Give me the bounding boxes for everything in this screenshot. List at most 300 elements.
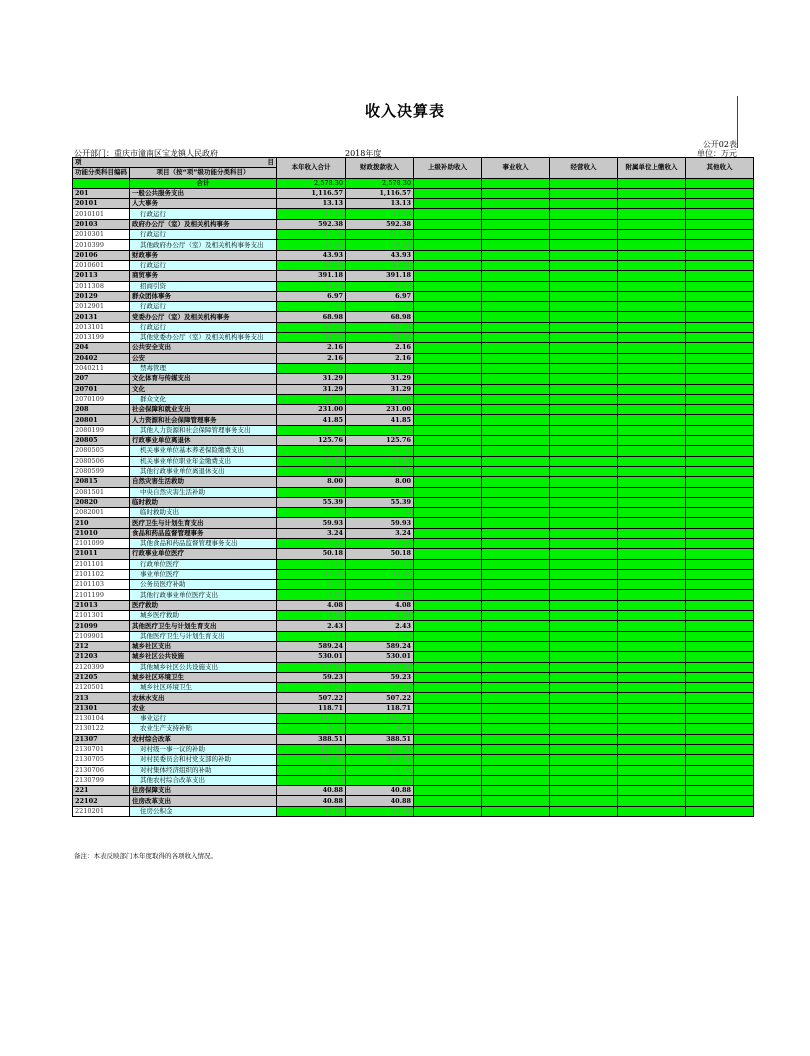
row-empty-cell — [414, 744, 482, 754]
table-row — [73, 199, 754, 209]
table-row — [73, 466, 754, 476]
row-name: 党委办公厅（室）及相关机构事务 — [130, 312, 277, 322]
row-empty-cell — [618, 291, 686, 301]
table-row — [73, 569, 754, 579]
row-total-income: 592.38 — [277, 219, 346, 229]
row-code: 20801 — [73, 415, 130, 425]
row-total-income: 25.13 — [277, 456, 346, 466]
row-empty-cell — [618, 343, 686, 353]
row-code: 221 — [73, 786, 130, 796]
row-code: 20103 — [73, 219, 130, 229]
row-empty-cell — [482, 446, 550, 456]
row-empty-cell — [482, 281, 550, 291]
row-empty-cell — [618, 477, 686, 487]
row-code: 21203 — [73, 652, 130, 662]
row-name: 商贸事务 — [130, 271, 277, 281]
row-empty-cell — [618, 497, 686, 507]
table-row — [73, 806, 754, 816]
row-empty-cell — [482, 652, 550, 662]
row-name: 行政运行 — [130, 302, 277, 312]
table-row — [73, 219, 754, 229]
table-row — [73, 580, 754, 590]
table-row — [73, 230, 754, 240]
row-fiscal-income: 59.23 — [346, 683, 414, 693]
row-fiscal-income: 2.16 — [346, 363, 414, 373]
row-code: 2210201 — [73, 806, 130, 816]
row-empty-cell — [618, 240, 686, 250]
row-total-income: 59.23 — [277, 683, 346, 693]
row-code: 2010101 — [73, 209, 130, 219]
row-name: 住房改革支出 — [130, 796, 277, 806]
row-empty-cell — [686, 796, 754, 806]
row-code: 2040211 — [73, 363, 130, 373]
row-empty-cell — [686, 683, 754, 693]
row-name: 文化 — [130, 384, 277, 394]
row-fiscal-income: 25.13 — [346, 456, 414, 466]
table-row — [73, 425, 754, 435]
row-name: 其他医疗卫生与计划生育支出 — [130, 631, 277, 641]
row-empty-cell — [618, 683, 686, 693]
row-fiscal-income: 1,116.57 — [346, 188, 414, 198]
row-name: 行政运行 — [130, 209, 277, 219]
row-total-income: 31.29 — [277, 394, 346, 404]
row-empty-cell — [686, 271, 754, 281]
row-fiscal-income: 2.43 — [346, 621, 414, 631]
table-row — [73, 528, 754, 538]
row-total-income: 8.00 — [277, 477, 346, 487]
row-fiscal-income: 2.43 — [346, 631, 414, 641]
row-name: 中央自然灾害生活补助 — [130, 487, 277, 497]
row-empty-cell — [618, 487, 686, 497]
row-empty-cell — [414, 353, 482, 363]
row-empty-cell — [686, 806, 754, 816]
row-empty-cell — [618, 631, 686, 641]
row-code: 2130799 — [73, 775, 130, 785]
row-empty-cell — [686, 322, 754, 332]
row-total-income: 37.82 — [277, 466, 346, 476]
row-fiscal-income: 37.82 — [346, 466, 414, 476]
row-empty-cell — [618, 312, 686, 322]
row-empty-cell — [482, 549, 550, 559]
row-empty-cell — [618, 405, 686, 415]
row-empty-cell — [618, 786, 686, 796]
row-empty-cell — [550, 260, 618, 270]
table-row — [73, 374, 754, 384]
row-empty-cell — [550, 672, 618, 682]
row-name: 群众团体事务 — [130, 291, 277, 301]
row-empty-cell — [414, 549, 482, 559]
table-row — [73, 590, 754, 600]
row-empty-cell — [482, 302, 550, 312]
row-empty-cell — [414, 518, 482, 528]
row-empty-cell — [482, 590, 550, 600]
row-empty-cell — [550, 353, 618, 363]
row-fiscal-income: 2.16 — [346, 343, 414, 353]
row-empty-cell — [686, 425, 754, 435]
row-name: 事业单位医疗 — [130, 569, 277, 579]
row-empty-cell — [686, 662, 754, 672]
row-code: 201 — [73, 188, 130, 198]
row-code: 204 — [73, 343, 130, 353]
row-fiscal-income: 118.71 — [346, 703, 414, 713]
row-empty-cell — [414, 363, 482, 373]
row-fiscal-income: 25.15 — [346, 559, 414, 569]
row-code: 21010 — [73, 528, 130, 538]
row-fiscal-income: 7.75 — [346, 590, 414, 600]
row-total-income: 4.08 — [277, 600, 346, 610]
row-empty-cell — [550, 250, 618, 260]
row-empty-cell — [550, 487, 618, 497]
row-name: 其他农村综合改革支出 — [130, 775, 277, 785]
row-total-income: 79.32 — [277, 240, 346, 250]
row-empty-cell — [686, 487, 754, 497]
row-empty-cell — [686, 199, 754, 209]
row-total-income: 2.43 — [277, 631, 346, 641]
row-empty-cell — [414, 281, 482, 291]
row-empty-cell — [414, 219, 482, 229]
row-code: 2101101 — [73, 559, 130, 569]
row-total-income: 50.18 — [277, 549, 346, 559]
row-empty-cell — [618, 528, 686, 538]
row-empty-cell — [550, 693, 618, 703]
row-empty-cell — [618, 199, 686, 209]
row-empty-cell — [550, 425, 618, 435]
code-col-header: 功能分类科目编码 — [73, 168, 130, 178]
row-empty-cell — [686, 312, 754, 322]
row-empty-cell — [618, 724, 686, 734]
row-code: 2101199 — [73, 590, 130, 600]
row-empty-cell — [618, 765, 686, 775]
row-total-income: 2.16 — [277, 343, 346, 353]
row-total-income: 2.16 — [277, 363, 346, 373]
row-empty-cell — [550, 219, 618, 229]
row-name: 行政单位医疗 — [130, 559, 277, 569]
row-total-income: 7.75 — [277, 590, 346, 600]
row-empty-cell — [414, 405, 482, 415]
row-empty-cell — [686, 384, 754, 394]
row-empty-cell — [618, 672, 686, 682]
row-empty-cell — [482, 209, 550, 219]
row-empty-cell — [618, 734, 686, 744]
row-total-income: 117.71 — [277, 714, 346, 724]
row-empty-cell — [482, 714, 550, 724]
row-code: 20101 — [73, 199, 130, 209]
row-name: 其他政府办公厅（室）及相关机构事务支出 — [130, 240, 277, 250]
row-empty-cell — [618, 188, 686, 198]
row-name: 行政运行 — [130, 260, 277, 270]
row-total-income: 507.22 — [277, 693, 346, 703]
row-empty-cell — [550, 683, 618, 693]
row-total-income: 231.00 — [277, 405, 346, 415]
row-empty-cell — [414, 384, 482, 394]
table-row — [73, 497, 754, 507]
row-empty-cell — [686, 219, 754, 229]
table-row — [73, 415, 754, 425]
row-code: 2013101 — [73, 322, 130, 332]
row-empty-cell — [550, 302, 618, 312]
row-empty-cell — [618, 209, 686, 219]
table-row — [73, 405, 754, 415]
row-empty-cell — [686, 363, 754, 373]
row-empty-cell — [550, 703, 618, 713]
row-empty-cell — [618, 744, 686, 754]
row-fiscal-income: 62.82 — [346, 446, 414, 456]
row-empty-cell — [686, 477, 754, 487]
row-empty-cell — [618, 518, 686, 528]
row-empty-cell — [482, 662, 550, 672]
footnote: 备注：本表反映部门本年度取得的各项收入情况。 — [74, 852, 217, 860]
row-fiscal-income: 8.00 — [346, 487, 414, 497]
row-total-income: 41.85 — [277, 415, 346, 425]
row-code: 21301 — [73, 703, 130, 713]
row-empty-cell — [482, 724, 550, 734]
row-empty-cell — [686, 538, 754, 548]
row-name: 一般公共服务支出 — [130, 188, 277, 198]
row-empty-cell — [550, 312, 618, 322]
table-row — [73, 209, 754, 219]
row-empty-cell — [686, 343, 754, 353]
row-empty-cell — [686, 611, 754, 621]
table-row — [73, 775, 754, 785]
row-code: 2120501 — [73, 683, 130, 693]
row-code: 2130701 — [73, 744, 130, 754]
row-total-income: 59.93 — [277, 518, 346, 528]
row-total-income: 31.29 — [277, 384, 346, 394]
table-row — [73, 250, 754, 260]
table-row — [73, 683, 754, 693]
row-empty-cell — [550, 580, 618, 590]
table-row — [73, 281, 754, 291]
row-fiscal-income: 59.23 — [346, 672, 414, 682]
row-fiscal-income: 391.18 — [346, 281, 414, 291]
row-empty-cell — [618, 446, 686, 456]
col-header-0: 本年收入合计 — [277, 158, 346, 179]
row-fiscal-income: 31.29 — [346, 394, 414, 404]
row-empty-cell — [550, 796, 618, 806]
row-empty-cell — [618, 703, 686, 713]
row-empty-cell — [618, 580, 686, 590]
row-empty-cell — [482, 703, 550, 713]
row-total-income: 59.23 — [277, 672, 346, 682]
row-fiscal-income: 8.00 — [346, 477, 414, 487]
row-empty-cell — [686, 569, 754, 579]
row-empty-cell — [686, 291, 754, 301]
row-total-income: 4.32 — [277, 580, 346, 590]
row-empty-cell — [482, 477, 550, 487]
row-code: 21307 — [73, 734, 130, 744]
row-empty-cell — [550, 333, 618, 343]
row-empty-cell — [482, 744, 550, 754]
row-empty-cell — [414, 466, 482, 476]
table-row — [73, 600, 754, 610]
row-fiscal-income: 6.97 — [346, 291, 414, 301]
row-empty-cell — [550, 806, 618, 816]
row-name: 社会保障和就业支出 — [130, 405, 277, 415]
row-empty-cell — [414, 394, 482, 404]
row-empty-cell — [414, 538, 482, 548]
row-empty-cell — [482, 394, 550, 404]
row-empty-cell — [618, 219, 686, 229]
row-empty-cell — [550, 528, 618, 538]
row-empty-cell — [686, 230, 754, 240]
row-fiscal-income: 55.39 — [346, 508, 414, 518]
header-row-1 — [73, 158, 754, 168]
row-empty-cell — [482, 312, 550, 322]
row-empty-cell — [550, 714, 618, 724]
row-empty-cell — [414, 209, 482, 219]
row-total-income: 8.00 — [277, 487, 346, 497]
table-row — [73, 621, 754, 631]
row-fiscal-income: 59.93 — [346, 518, 414, 528]
row-empty-cell — [618, 641, 686, 651]
row-empty-cell — [686, 765, 754, 775]
row-name: 其他食品和药品监督管理事务支出 — [130, 538, 277, 548]
row-code: 207 — [73, 374, 130, 384]
row-name: 行政运行 — [130, 230, 277, 240]
table-row — [73, 611, 754, 621]
row-empty-cell — [686, 693, 754, 703]
row-empty-cell — [686, 672, 754, 682]
table-row — [73, 796, 754, 806]
table-row — [73, 333, 754, 343]
row-empty-cell — [482, 250, 550, 260]
row-fiscal-income: 31.53 — [346, 333, 414, 343]
row-empty-cell — [686, 466, 754, 476]
row-empty-cell — [414, 641, 482, 651]
row-name: 机关事业单位基本养老保险缴费支出 — [130, 446, 277, 456]
row-empty-cell — [618, 796, 686, 806]
row-empty-cell — [414, 271, 482, 281]
row-empty-cell — [686, 415, 754, 425]
row-code: 21011 — [73, 549, 130, 559]
row-fiscal-income: 6.97 — [346, 302, 414, 312]
row-empty-cell — [618, 466, 686, 476]
row-empty-cell — [686, 590, 754, 600]
row-code: 210 — [73, 518, 130, 528]
row-empty-cell — [686, 188, 754, 198]
row-empty-cell — [414, 302, 482, 312]
row-empty-cell — [618, 755, 686, 765]
row-empty-cell — [686, 703, 754, 713]
row-empty-cell — [618, 230, 686, 240]
table-row — [73, 384, 754, 394]
row-empty-cell — [482, 806, 550, 816]
row-empty-cell — [414, 569, 482, 579]
row-code: 2081501 — [73, 487, 130, 497]
table-row — [73, 672, 754, 682]
row-empty-cell — [414, 765, 482, 775]
name-col-header: 项目（按“项”级功能分类科目） — [130, 168, 277, 178]
table-row — [73, 734, 754, 744]
row-fiscal-income: 592.38 — [346, 219, 414, 229]
row-empty-cell — [550, 271, 618, 281]
row-fiscal-income: 4.32 — [346, 580, 414, 590]
row-total-income: 13.13 — [277, 209, 346, 219]
row-total-income: 388.51 — [277, 734, 346, 744]
total-v6 — [618, 178, 686, 188]
row-fiscal-income: 391.18 — [346, 271, 414, 281]
total-v4 — [482, 178, 550, 188]
row-total-income: 118.71 — [277, 703, 346, 713]
row-empty-cell — [482, 683, 550, 693]
row-total-income: 55.39 — [277, 497, 346, 507]
row-empty-cell — [686, 631, 754, 641]
row-code: 2130122 — [73, 724, 130, 734]
row-code: 20820 — [73, 497, 130, 507]
row-empty-cell — [482, 508, 550, 518]
table-row — [73, 343, 754, 353]
row-empty-cell — [618, 538, 686, 548]
row-empty-cell — [618, 600, 686, 610]
row-empty-cell — [550, 518, 618, 528]
row-name: 公安 — [130, 353, 277, 363]
row-empty-cell — [686, 786, 754, 796]
total-v1: 2,578.30 — [277, 178, 346, 188]
table-row — [73, 487, 754, 497]
row-empty-cell — [686, 518, 754, 528]
row-code: 2109901 — [73, 631, 130, 641]
row-code: 208 — [73, 405, 130, 415]
row-empty-cell — [482, 384, 550, 394]
row-empty-cell — [414, 322, 482, 332]
row-total-income: 43.93 — [277, 260, 346, 270]
row-empty-cell — [686, 724, 754, 734]
row-empty-cell — [414, 600, 482, 610]
row-empty-cell — [414, 240, 482, 250]
table-row — [73, 652, 754, 662]
row-empty-cell — [686, 641, 754, 651]
row-fiscal-income: 31.29 — [346, 374, 414, 384]
row-empty-cell — [618, 260, 686, 270]
row-empty-cell — [550, 363, 618, 373]
row-empty-cell — [414, 260, 482, 270]
row-empty-cell — [482, 775, 550, 785]
row-name: 公共安全支出 — [130, 343, 277, 353]
row-empty-cell — [482, 415, 550, 425]
row-empty-cell — [550, 384, 618, 394]
row-empty-cell — [550, 600, 618, 610]
row-code: 20805 — [73, 436, 130, 446]
row-empty-cell — [414, 806, 482, 816]
row-empty-cell — [414, 703, 482, 713]
row-empty-cell — [414, 775, 482, 785]
row-empty-cell — [482, 755, 550, 765]
row-empty-cell — [686, 549, 754, 559]
row-fiscal-income: 68.98 — [346, 312, 414, 322]
row-empty-cell — [550, 343, 618, 353]
row-code: 2120399 — [73, 662, 130, 672]
row-empty-cell — [482, 538, 550, 548]
row-empty-cell — [550, 436, 618, 446]
row-empty-cell — [414, 528, 482, 538]
row-name: 其他城乡社区公共设施支出 — [130, 662, 277, 672]
row-code: 20129 — [73, 291, 130, 301]
report-title: 收入决算表 — [364, 102, 445, 120]
row-code: 2011308 — [73, 281, 130, 291]
income-table — [72, 157, 754, 817]
table-row — [73, 302, 754, 312]
row-empty-cell — [550, 724, 618, 734]
item-label: 项 — [75, 158, 82, 167]
table-row — [73, 693, 754, 703]
row-empty-cell — [618, 559, 686, 569]
row-code: 22102 — [73, 796, 130, 806]
row-empty-cell — [550, 209, 618, 219]
row-total-income: 2.43 — [277, 621, 346, 631]
row-empty-cell — [414, 312, 482, 322]
row-name: 其他人力资源和社会保障管理事务支出 — [130, 425, 277, 435]
row-name: 农业生产支持补贴 — [130, 724, 277, 734]
